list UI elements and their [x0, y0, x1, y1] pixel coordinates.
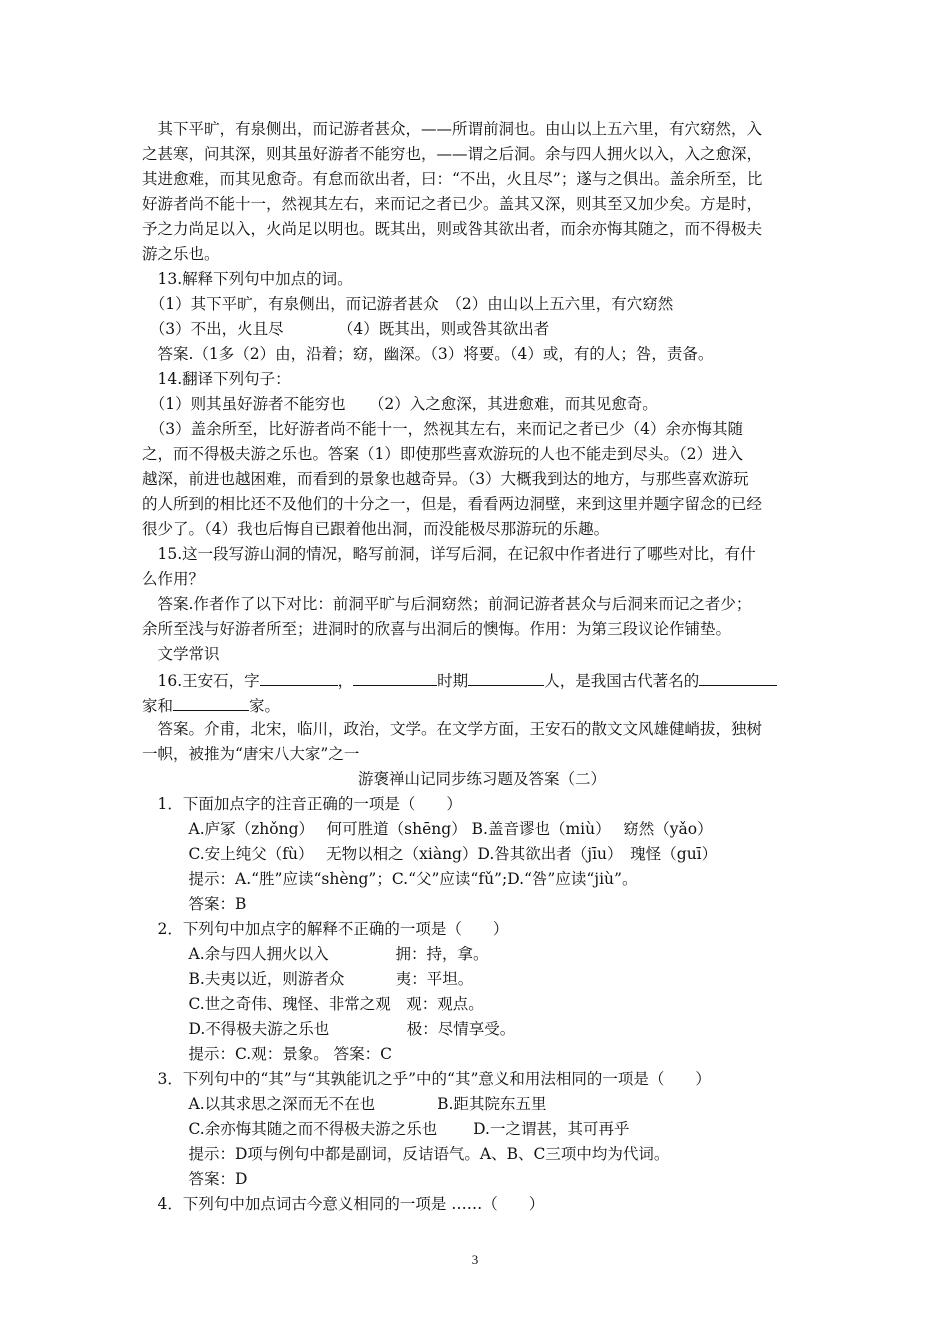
q16-text: ，	[337, 672, 354, 690]
q16-text: 时期	[437, 672, 469, 690]
passage-line: 游之乐也。	[142, 245, 220, 263]
exercise-line: B.夫夷以近，则游者众 夷：平坦。	[142, 970, 474, 988]
exercise-line: 提示：A.“胜”应读“shèng”；C.“父”应读“fǔ”;D.“咎”应读“jiù”。	[142, 870, 638, 888]
question-16-line	[142, 669, 822, 691]
question-16-answer: 一帜，被推为“唐宋八大家”之一	[142, 745, 360, 763]
question-13-answer: 答案.（1多（2）由，沿着；窈，幽深。（3）将要。（4）或，有的人；咎，责备。	[142, 345, 714, 363]
question-14-item: （1）则其虽好游者不能穷也 （2）入之愈深，其进愈难，而其见愈奇。	[142, 395, 658, 413]
exercise-line: D.不得极夫游之乐也 极：尽情享受。	[142, 1020, 516, 1038]
exercise-line: 答案：D	[142, 1170, 248, 1188]
passage-line: 好游者尚不能十一，然视其左右，来而记之者已少。盖其又深，则其至又加少矣。方是时，	[142, 195, 763, 213]
q16-text: 人，是我国古代著名的	[544, 672, 700, 690]
exercise-line: C.世之奇伟、瑰怪、非常之观 观：观点。	[142, 995, 484, 1013]
exercise-line: A.以其求思之深而无不在也 B.距其院东五里	[142, 1095, 547, 1113]
passage-line: 之甚寒，问其深，则其虽好游者不能穷也，——谓之后洞。余与四人拥火以入，入之愈深，	[142, 145, 763, 163]
exercise-line: C.安上纯父（fù） 无物以相之（xiàng）D.咎其欲出者（jīu） 瑰怪（guī）	[142, 845, 718, 863]
question-13-item: （1）其下平旷，有泉侧出，而记游者甚众 （2）由山以上五六里，有穴窈然	[142, 295, 674, 313]
q16-text: 家和	[142, 697, 174, 715]
literature-heading: 文学常识	[142, 645, 220, 663]
question-14-answer: 的人所到的相比还不及他们的十分之一，但是，看看两边洞壁，来到这里并题字留念的已经	[142, 495, 763, 513]
question-15-answer: 答案.作者作了以下对比：前洞平旷与后洞窈然；前洞记游者甚众与后洞来而记之者少；	[142, 595, 752, 613]
question-15-text: 么作用？	[142, 570, 205, 588]
passage-line: 予之力尚足以入，火尚足以明也。既其出，则或咎其欲出者，而余亦悔其随之，而不得极夫	[142, 220, 763, 238]
question-13-item: （3）不出，火且尽 （4）既其出，则或咎其欲出者	[142, 320, 550, 338]
exercise-line: A.庐冢（zhǒng） 何可胜道（shēng） B.盖音谬也（miù） 窈然（yǎo）	[142, 820, 713, 838]
exercise-line: 答案：B	[142, 895, 247, 913]
question-16-answer: 答案。介甫，北宋，临川，政治，文学。在文学方面，王安石的散文文风雄健峭拔，独树	[142, 720, 763, 738]
exercise-line: 4．下列句中加点词古今意义相同的一项是 ……（ ）	[142, 1195, 545, 1213]
exercise-line: 2．下列句中加点字的解释不正确的一项是（ ）	[142, 920, 509, 938]
question-13-title: 13.解释下列句中加点的词。	[142, 270, 353, 288]
exercise-line: 提示：C.观：景象。 答案：C	[142, 1045, 393, 1063]
question-16-line	[142, 694, 822, 716]
question-14-answer: 很少了。（4）我也后悔自已跟着他出洞，而没能极尽那游玩的乐趣。	[142, 520, 610, 538]
answer-blank[interactable]	[173, 694, 249, 711]
question-15-answer: 余所至浅与好游者所至；进洞时的欣喜与出洞后的懊悔。作用：为第三段议论作铺垫。	[142, 620, 732, 638]
exercise-line: A.余与四人拥火以入 拥：持，拿。	[142, 945, 489, 963]
exercise-line: 提示：D项与例句中都是副词，反诘语气。A、B、C三项中均为代词。	[142, 1145, 670, 1163]
passage-line: 其进愈难，而其见愈奇。有怠而欲出者，曰：“不出，火且尽”；遂与之俱出。盖余所至，比	[142, 170, 763, 188]
exercise-line: 3．下列句中的“其”与“其孰能讥之乎”中的“其”意义和用法相同的一项是（ ）	[142, 1070, 711, 1088]
passage-line: 其下平旷，有泉侧出，而记游者甚众，——所谓前洞也。由山以上五六里，有穴窈然，入	[142, 120, 763, 138]
exercise-line: C.余亦悔其随之而不得极夫游之乐也 D.一之谓甚，其可再乎	[142, 1120, 630, 1138]
answer-blank[interactable]	[468, 669, 544, 686]
question-14-answer: 之，而不得极夫游之乐也。答案（1）即使那些喜欢游玩的人也不能走到尽头。（2）进入	[142, 445, 743, 463]
answer-blank[interactable]	[699, 669, 777, 686]
answer-blank[interactable]	[260, 669, 338, 686]
section-title: 游褒禅山记同步练习题及答案（二）	[357, 770, 606, 788]
answer-blank[interactable]	[353, 669, 437, 686]
question-14-title: 14.翻译下列句子：	[142, 370, 291, 388]
exercise-line: 1．下面加点字的注音正确的一项是（ ）	[142, 795, 462, 813]
q16-text: 家。	[249, 697, 281, 715]
question-14-answer: 越深，前进也越困难，而看到的景象也越奇异。（3）大概我到达的地方，与那些喜欢游玩	[142, 470, 749, 488]
q16-text: 16.王安石，字	[142, 672, 260, 690]
question-14-item: （3）盖余所至，比好游者尚不能十一，然视其左右，来而记之者已少（4）余亦悔其随	[142, 420, 743, 438]
question-15-text: 15.这一段写游山洞的情况，略写前洞，详写后洞，在记叙中作者进行了哪些对比，有什	[142, 545, 756, 563]
page-number: 3	[471, 1252, 479, 1267]
